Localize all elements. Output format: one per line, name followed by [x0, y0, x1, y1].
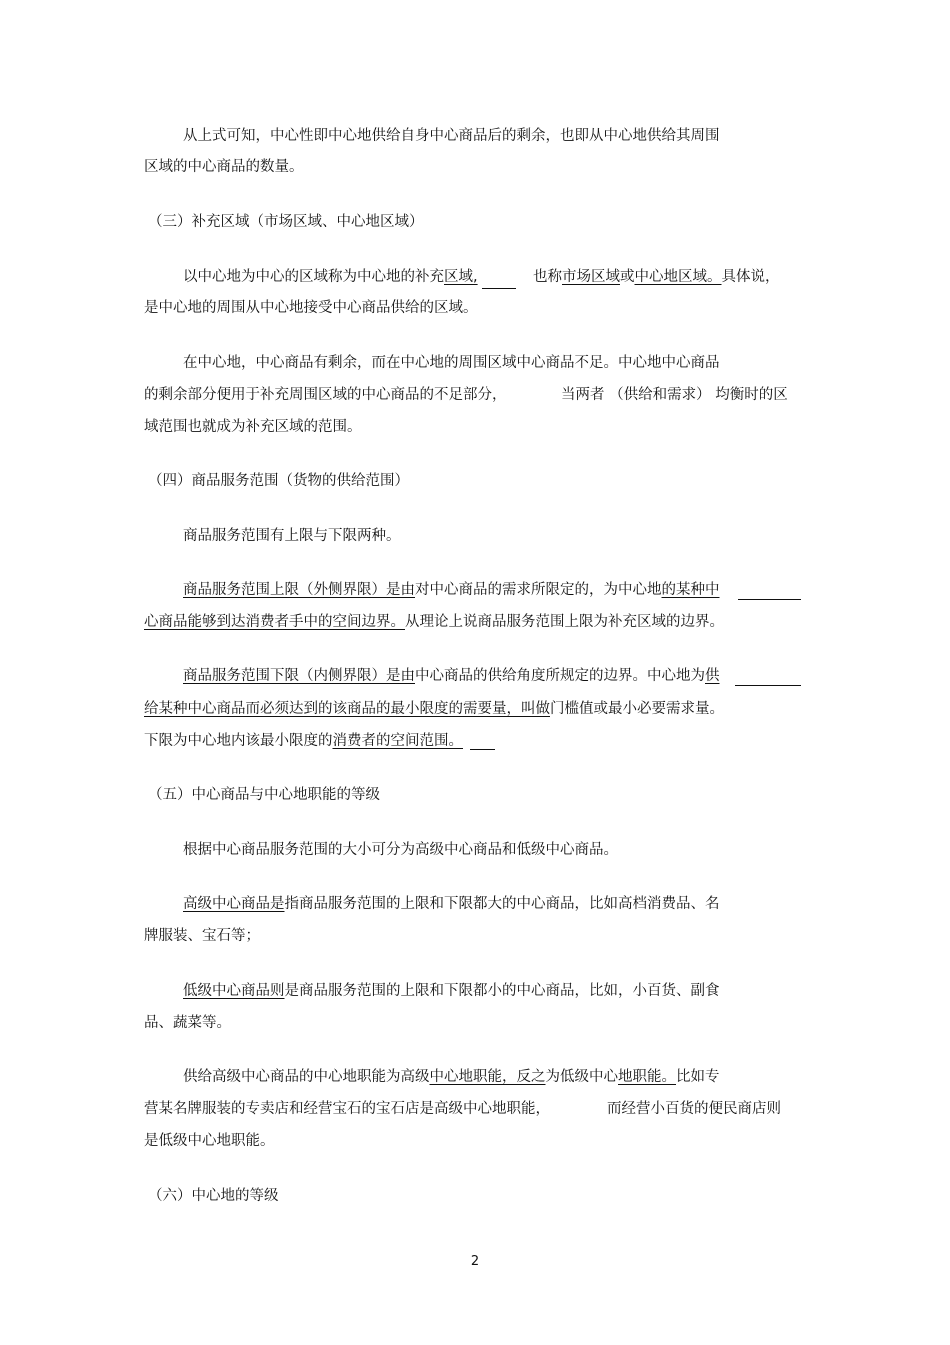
- paragraph-line: 根据中心商品服务范围的大小可分为高级中心商品和低级中心商品。: [183, 842, 618, 858]
- page-number: 2: [470, 1254, 480, 1269]
- paragraph-line: 当两者 （供给和需求） 均衡时的区: [561, 387, 788, 403]
- paragraph-line: 品、蔬菜等。: [144, 1015, 231, 1031]
- paragraph-line: 是低级中心地职能。: [144, 1133, 275, 1149]
- paragraph-line: 的剩余部分便用于补充周围区域的中心商品的不足部分，: [144, 387, 507, 403]
- paragraph-line: 下限为中心地内该最小限度的消费者的空间范围。: [144, 733, 463, 749]
- paragraph-line: 低级中心商品则是商品服务范围的上限和下限都小的中心商品，比如，小百货、副食: [183, 983, 720, 999]
- paragraph-line: 商品服务范围有上限与下限两种。: [183, 528, 401, 544]
- paragraph-line: 域范围也就成为补充区域的范围。: [144, 419, 362, 435]
- paragraph-line: 区域的中心商品的数量。: [144, 159, 304, 175]
- paragraph-line: 商品服务范围下限（内侧界限）是由中心商品的供给角度所规定的边界。中心地为供: [183, 668, 720, 684]
- paragraph-line: 也称市场区域或中心地区域。具体说，: [533, 269, 780, 285]
- underline-rule: [738, 599, 801, 600]
- section-heading: （五）中心商品与中心地职能的等级: [148, 787, 380, 803]
- paragraph-line: 从上式可知，中心性即中心地供给自身中心商品后的剩余，也即从中心地供给其周围: [183, 128, 720, 144]
- paragraph-line: 以中心地为中心的区域称为中心地的补充区域,: [183, 269, 478, 285]
- underline-rule: [470, 749, 495, 750]
- paragraph-line: 而经营小百货的便民商店则: [607, 1101, 781, 1117]
- paragraph-line: 营某名牌服装的专卖店和经营宝石的宝石店是高级中心地职能，: [144, 1101, 550, 1117]
- underline-rule: [735, 685, 801, 686]
- underline-rule: [482, 288, 516, 289]
- paragraph-line: 给某种中心商品而必须达到的该商品的最小限度的需要量，叫做门槛值或最小必要需求量。: [144, 701, 724, 717]
- paragraph-line: 商品服务范围上限（外侧界限）是由对中心商品的需求所限定的，为中心地的某种中: [183, 582, 720, 598]
- section-heading: （三）补充区域（市场区域、中心地区域）: [148, 214, 424, 230]
- section-heading: （四）商品服务范围（货物的供给范围）: [148, 473, 409, 489]
- paragraph-line: 心商品能够到达消费者手中的空间边界。从理论上说商品服务范围上限为补充区域的边界。: [144, 614, 724, 630]
- paragraph-line: 供给高级中心商品的中心地职能为高级中心地职能，反之为低级中心地职能。比如专: [183, 1069, 720, 1085]
- paragraph-line: 高级中心商品是指商品服务范围的上限和下限都大的中心商品，比如高档消费品、名: [183, 896, 720, 912]
- paragraph-line: 在中心地，中心商品有剩余，而在中心地的周围区域中心商品不足。中心地中心商品: [183, 355, 720, 371]
- paragraph-line: 牌服装、宝石等；: [144, 928, 260, 944]
- paragraph-line: 是中心地的周围从中心地接受中心商品供给的区域。: [144, 300, 478, 316]
- section-heading: （六）中心地的等级: [148, 1188, 279, 1204]
